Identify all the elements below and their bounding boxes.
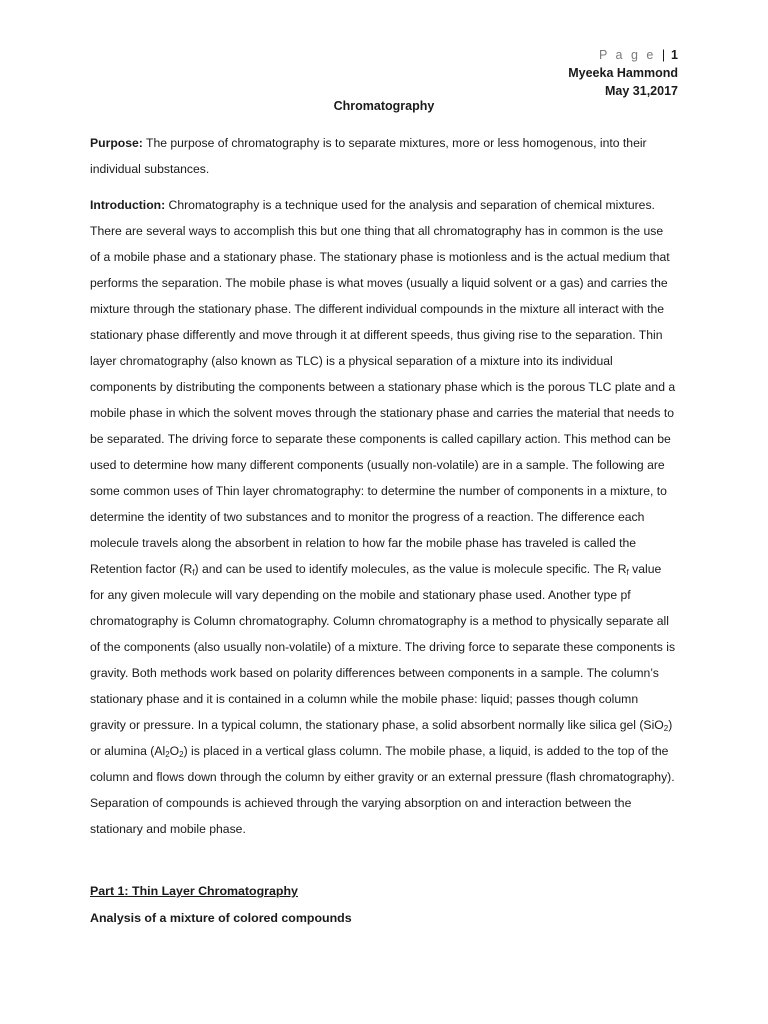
page-number: 1: [671, 48, 678, 62]
page-separator: |: [661, 48, 666, 62]
introduction-label: Introduction:: [90, 198, 166, 212]
document-body: [90, 130, 676, 852]
part1-subheading: Analysis of a mixture of colored compounds: [90, 911, 352, 925]
introduction-text-4: ) or alumina (Al: [90, 718, 673, 758]
rf-subscript-2: f: [626, 568, 629, 577]
document-date: May 31,2017: [605, 84, 678, 98]
purpose-paragraph: [90, 130, 676, 182]
al2-subscript: 2: [165, 750, 170, 759]
introduction-text-2: ) and can be used to identify molecules, as the value is molecule specific. The R: [194, 562, 627, 576]
rf-subscript-1: f: [192, 568, 195, 577]
purpose-label: Purpose:: [90, 136, 143, 150]
introduction-text-1: Chromatography is a technique used for the analysis and separation of chemical mixtures. There are several ways to accomplish this but one thing that all chromatography has in common is the use of a mobile phase and a stationary phase. The stationary phase is motionless and is the actual medium that performs the separation. The mobile phase is what moves (usually a liquid solvent or a gas) and carries the mixture through the stationary phase. The different individual compounds in the mixture all interact with the stationary phase differently and move through it at different speeds, thus giving rise to the separation. Thin layer chromatography (also known as TLC) is a physical separation of a mixture into its individual components by distributing the components between a stationary phase which is the porous TLC plate and a mobile phase in which the solvent moves through the stationary phase and carries the material that needs to be separated. The driving force to separate these components is called capillary action. This method can be used to determine how many different components (usually non-volatile) are in a sample. The following are some common uses of Thin layer chromatography: to determine the number of components in a mixture, to determine the identity of two substances and to monitor the progress of a reaction. The difference each molecule travels along the absorbent in relation to how far the mobile phase has traveled is called the Retention factor (R: [90, 198, 676, 576]
introduction-paragraph: [90, 192, 676, 842]
part1-heading-text: Part 1: Thin Layer Chromatography: [90, 884, 298, 898]
part1-heading: [90, 884, 298, 898]
author-name: Myeeka Hammond: [568, 66, 678, 80]
introduction-text-6: ) is placed in a vertical glass column. The mobile phase, a liquid, is added to the top of the column and flows down through the column by either gravity or an external pressure (flash chromatography). Separation of compounds is achieved through the varying absorption on and interaction between the stationary and mobile phase.: [90, 744, 675, 836]
page-header: [568, 46, 678, 100]
purpose-text: The purpose of chromatography is to separate mixtures, more or less homogenous, into their individual substances.: [90, 136, 647, 176]
page-number-line: [568, 46, 678, 64]
o2-subscript: 2: [179, 750, 184, 759]
introduction-text-3: value for any given molecule will vary depending on the mobile and stationary phase used. Another type pf chromatography is Column chromatography. Column chromatography is a method to physically separate all of the components (also usually non-volatile) of a mixture. The driving force to separate these components is gravity. Both methods work based on polarity differences between components in a sample. The column’s stationary phase and it is contained in a column while the mobile phase: liquid; passes though column gravity or pressure. In a typical column, the stationary phase, a solid absorbent normally like silica gel (SiO: [90, 562, 676, 732]
document-title: Chromatography: [333, 99, 435, 113]
page-word: P a g e: [598, 48, 656, 62]
sio2-subscript: 2: [663, 724, 669, 733]
introduction-text-5: O: [169, 744, 180, 758]
